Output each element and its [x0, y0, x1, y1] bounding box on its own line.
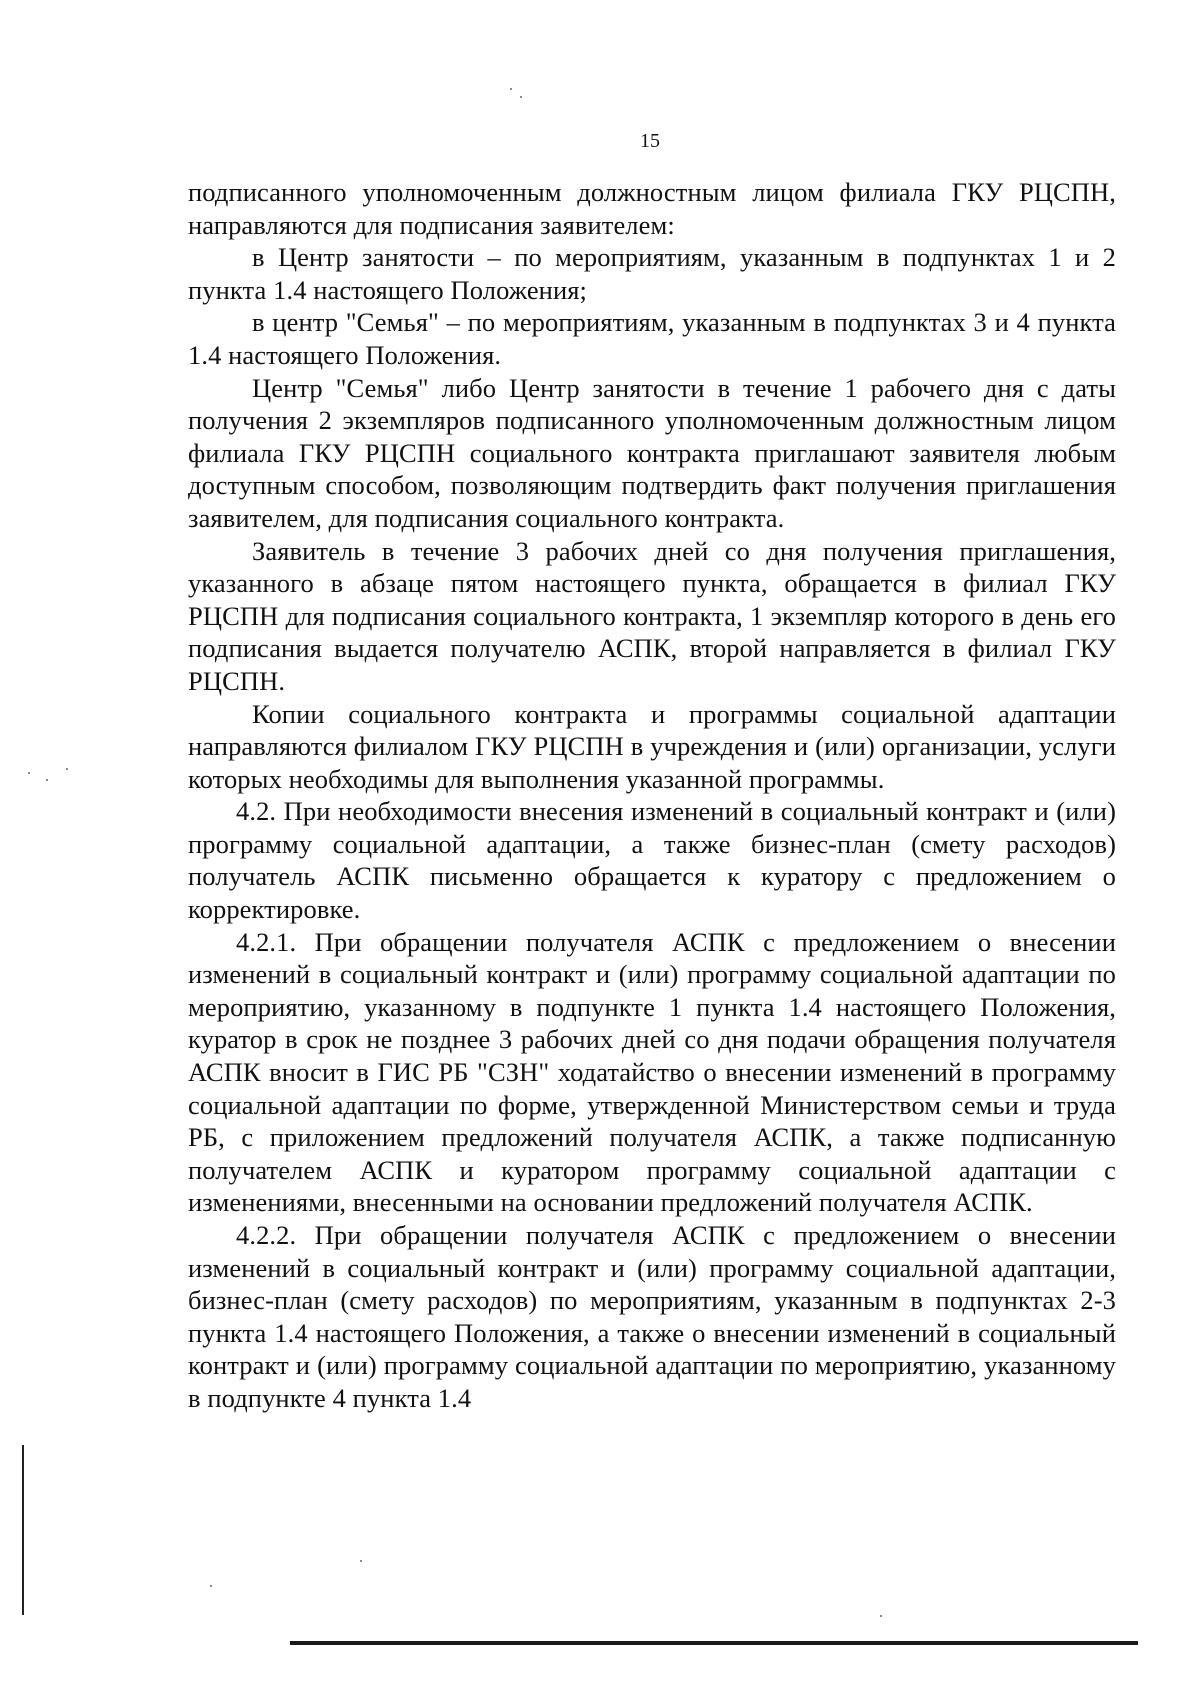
page-number: 15 [640, 130, 660, 152]
scan-speck [66, 768, 68, 770]
scan-speck [880, 1615, 882, 1617]
scan-speck [46, 779, 48, 781]
paragraph-copies: Копии социального контракта и программы социальной адаптации направляются филиалом ГКУ РЦСПН в учреждения и (или) организации, услуги которых необходимы для выполнения указанной программы. [188, 698, 1116, 794]
scan-speck [28, 772, 30, 774]
document-body [188, 176, 1116, 1415]
paragraph-invitation: Центр "Семья" либо Центр занятости в течение 1 рабочего дня с даты получения 2 экземпляров подписанного уполномоченным должностным лицом филиала ГКУ РЦСПН социального контракта приглашают заявителя любым доступным способом, позволяющим подтвердить факт получения приглашения заявителем, для подписания социального контракта. [188, 372, 1116, 533]
paragraph-4-2-1: 4.2.1. При обращении получателя АСПК с предложением о внесении изменений в социальный контракт и (или) программу социальной адаптации по мероприятию, указанному в подпункте 1 пункта 1.4 настоящего Положения, куратор в срок не позднее 3 рабочих дней со дня подачи обращения получателя АСПК вносит в ГИС РБ "СЗН" ходатайство о внесении изменений в программу социальной адаптации по форме, утвержденной Министерством семьи и труда РБ, с приложением предложений получателя АСПК, а также подписанную получателем АСПК и куратором программу социальной адаптации с изменениями, внесенными на основании предложений получателя АСПК. [188, 926, 1116, 1218]
paragraph-family-center: в центр "Семья" – по мероприятиям, указанным в подпунктах 3 и 4 пункта 1.4 настоящего Положения. [188, 307, 1116, 370]
scan-speck [210, 1585, 212, 1587]
scan-speck [520, 96, 522, 98]
scan-speck [360, 1560, 362, 1562]
paragraph-4-2-2: 4.2.2. При обращении получателя АСПК с предложением о внесении изменений в социальный контракт и (или) программу социальной адаптации, бизнес-план (смету расходов) по мероприятиям, указанным в подпунктах 2-3 пункта 1.4 настоящего Положения, а также о внесении изменений в социальный контракт и (или) программу социальной адаптации по мероприятию, указанному в подпункте 4 пункта 1.4 [188, 1220, 1116, 1413]
paragraph-4-2: 4.2. При необходимости внесения изменений в социальный контракт и (или) программу социальной адаптации, а также бизнес-план (смету расходов) получатель АСПК письменно обращается к куратору с предложением о корректировке. [188, 796, 1116, 925]
scan-speck [510, 88, 512, 90]
scan-margin-line [22, 1445, 24, 1615]
scan-bottom-rule [290, 1641, 1138, 1645]
paragraph-applicant-signing: Заявитель в течение 3 рабочих дней со дня получения приглашения, указанного в абзаце пятом настоящего пункта, обращается в филиал ГКУ РЦСПН для подписания социального контракта, 1 экземпляр которого в день его подписания выдается получателю АСПК, второй направляется в филиал ГКУ РЦСПН. [188, 535, 1116, 696]
paragraph-continuation: подписанного уполномоченным должностным лицом филиала ГКУ РЦСПН, направляются для подписания заявителем: [188, 177, 1116, 240]
paragraph-employment-center: в Центр занятости – по мероприятиям, указанным в подпунктах 1 и 2 пункта 1.4 настоящего Положения; [188, 242, 1116, 305]
